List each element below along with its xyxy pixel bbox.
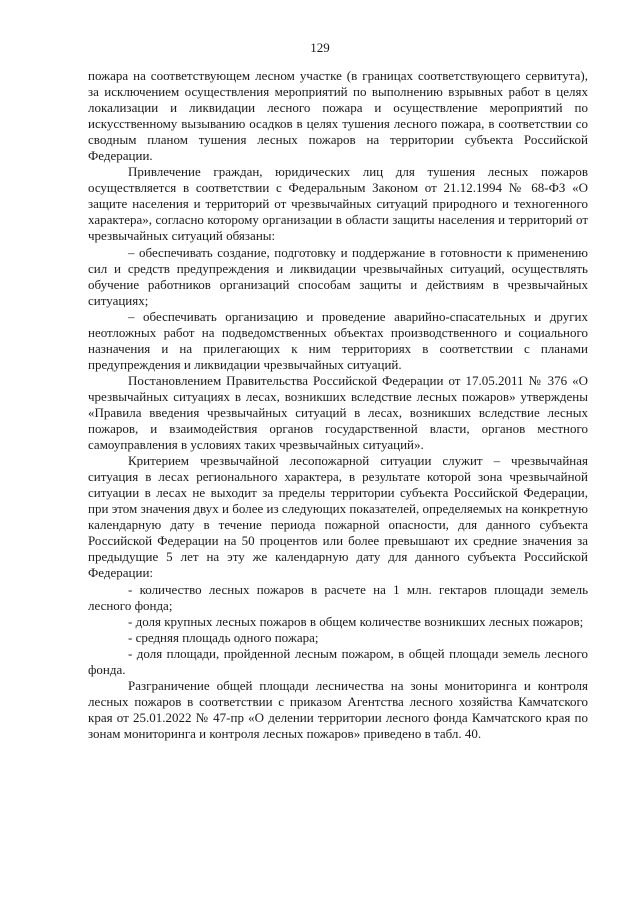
list-item: - средняя площадь одного пожара; <box>128 629 319 645</box>
list-item: - доля площади, пройденной лесным пожаром, в общей площади земель лесного фонда. <box>88 645 588 677</box>
list-item: - количество лесных пожаров в расчете на 1 млн. гектаров площади земель лесного фонда; <box>88 581 588 613</box>
list-item: – обеспечивать создание, подготовку и поддержание в готовности к применению сил и средств предупреждения и ликвидации чрезвычайных ситуаций, осуществлять обучение работников организаций способам защиты и действиям в чрезвычайных ситуациях; <box>88 244 588 308</box>
paragraph: пожара на соответствующем лесном участке (в границах соответствующего сервитута), за исключением осуществления мероприятий по выполнению взрывных работ в целях локализации и ликвидации лесного пожара и осуществление мероприятий по искусственному вызыванию осадков в целях тушения лесного пожара, в соответствии со сводным планом тушения лесных пожаров на территории субъекта Российской Федерации. <box>88 68 588 164</box>
paragraph: Критерием чрезвычайной лесопожарной ситуации служит – чрезвычайная ситуация в лесах регионального характера, в результате которой зона чрезвычайной ситуации в лесах не выходит за пределы территории субъекта Российской Федерации, при этом значения двух и более из следующих показателей, определяемых на конкретную календарную дату в течение периода пожарной опасности, для данного субъекта Российской Федерации на 50 процентов или более превышают их средние значения за предыдущие 5 лет на эту же календарную дату для данного субъекта Российской Федерации: <box>88 453 588 581</box>
list-item: - доля крупных лесных пожаров в общем количестве возникших лесных пожаров; <box>128 613 584 629</box>
paragraph: Привлечение граждан, юридических лиц для тушения лесных пожаров осуществляется в соответствии с Федеральным Законом от 21.12.1994 № 68-ФЗ «О защите населения и территорий от чрезвычайных ситуаций природного и техногенного характера», согласно которому организации в области защиты населения и территорий от чрезвычайных ситуаций обязаны: <box>88 164 588 244</box>
paragraph: Разграничение общей площади лесничества на зоны мониторинга и контроля лесных пожаров в соответствии с приказом Агентства лесного хозяйства Камчатского края от 25.01.2022 № 47-пр «О делении территории лесного фонда Камчатского края по зонам мониторинга и контроля лесных пожаров» приведено в табл. 40. <box>88 677 588 741</box>
paragraph: Постановлением Правительства Российской Федерации от 17.05.2011 № 376 «О чрезвычайных ситуациях в лесах, возникших вследствие лесных пожаров» утверждены «Правила введения чрезвычайных ситуаций в лесах, возникших вследствие лесных пожаров, и взаимодействия органов государственной власти, органов местного самоуправления в условиях таких чрезвычайных ситуаций». <box>88 372 588 453</box>
document-body <box>88 68 588 742</box>
list-item: – обеспечивать организацию и проведение аварийно-спасательных и других неотложных работ на подведомственных объектах производственного и социального назначения и на прилегающих к ним территориях в соответствии с планами предупреждения и ликвидации чрезвычайных ситуаций. <box>88 308 588 372</box>
page-number: 129 <box>310 40 330 55</box>
